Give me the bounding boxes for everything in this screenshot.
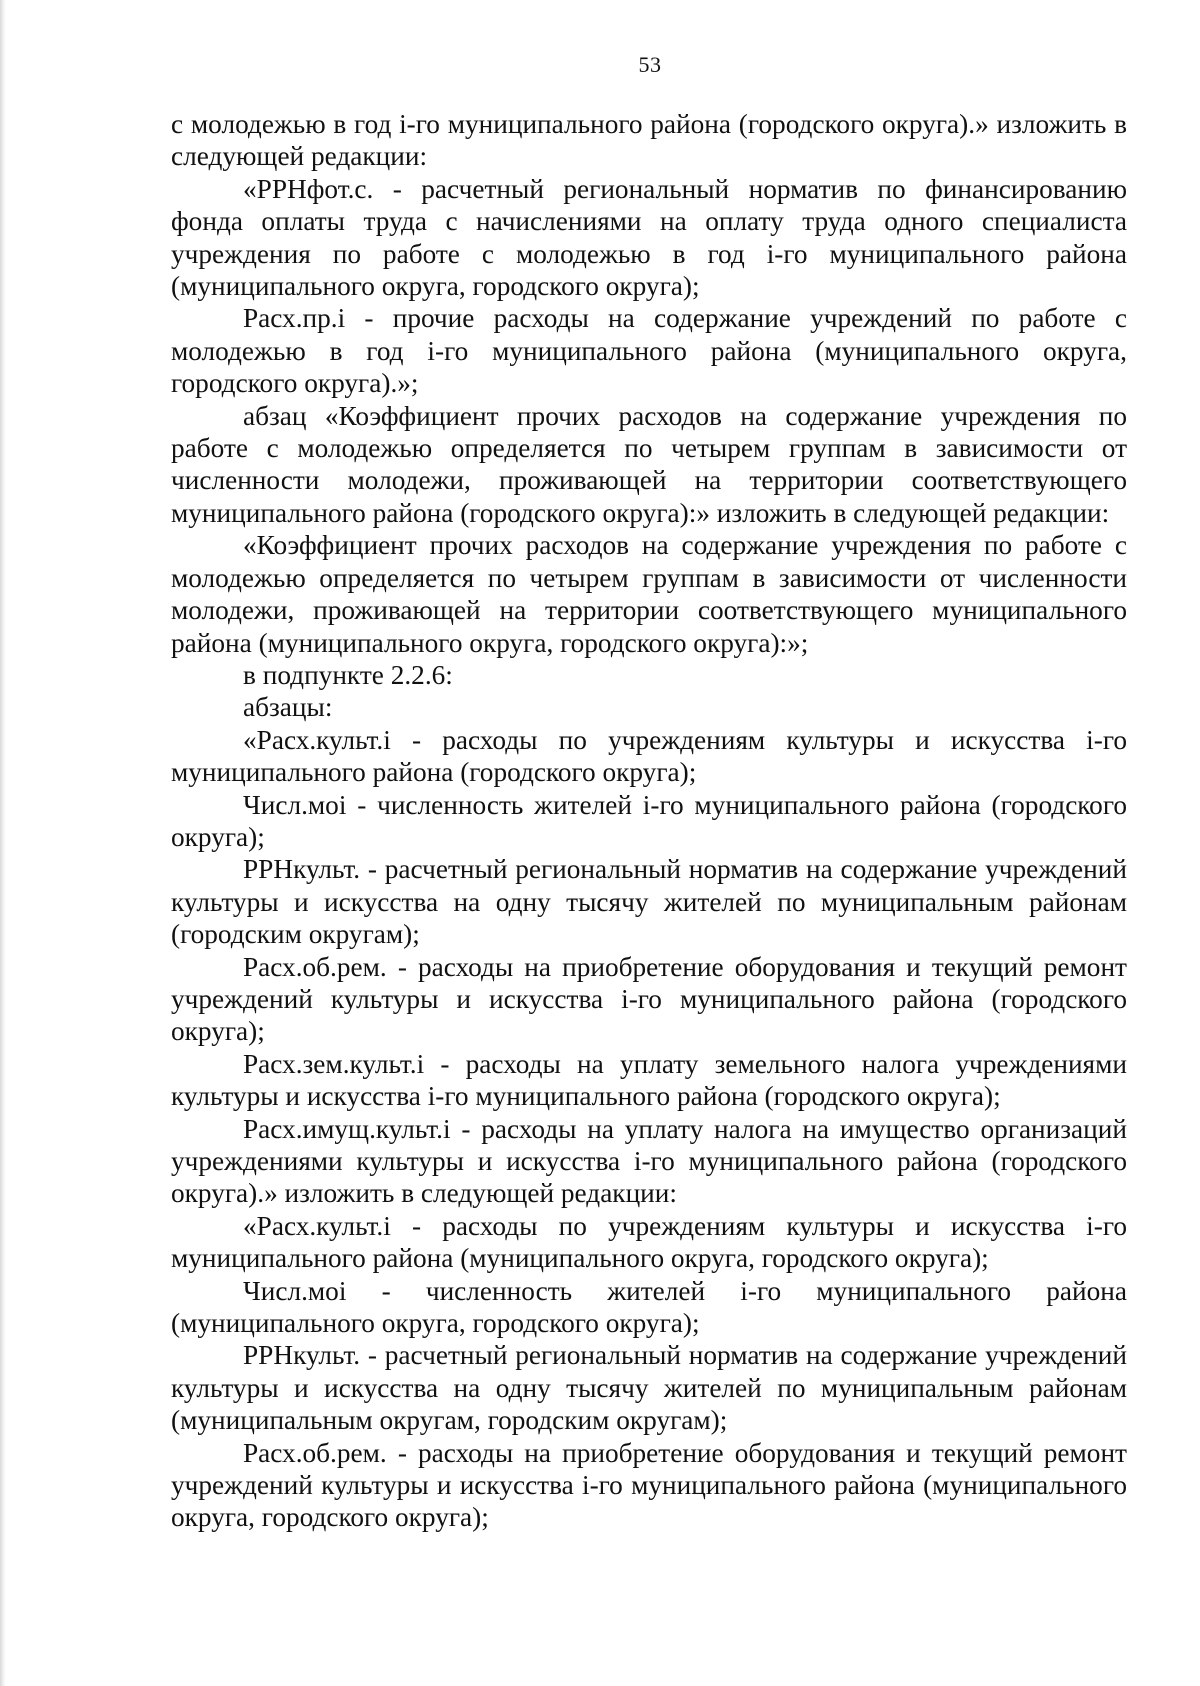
paragraph-12: Расх.зем.культ.i - расходы на уплату земельного налога учреждениями культуры и искусства i-го муниципального района (городского округа); bbox=[171, 1048, 1127, 1112]
paragraph-3: Расх.пр.i - прочие расходы на содержание учреждений по работе с молодежью в год i-го муниципального района (муниципального округа, городского округа).»; bbox=[171, 303, 1127, 399]
paragraph-11: Расх.об.рем. - расходы на приобретение оборудования и текущий ремонт учреждений культуры и искусства i-го муниципального района (городского округа); bbox=[171, 951, 1127, 1047]
scan-edge bbox=[0, 0, 6, 1686]
paragraph-7: абзацы: bbox=[243, 692, 333, 723]
paragraph-6: в подпункте 2.2.6: bbox=[243, 659, 453, 690]
paragraph-13: Расх.имущ.культ.i - расходы на уплату налога на имущество организаций учреждениями культуры и искусства i-го муниципального района (городского округа).» изложить в следующей редакции: bbox=[171, 1113, 1127, 1209]
paragraph-8: «Расх.культ.i - расходы по учреждениям культуры и искусства i-го муниципального района (городского округа); bbox=[171, 724, 1127, 788]
paragraph-1: с молодежью в год i-го муниципального района (городского округа).» изложить в следующей редакции: bbox=[171, 109, 1127, 172]
paragraph-4: абзац «Коэффициент прочих расходов на содержание учреждения по работе с молодежью определяется по четырем группам в зависимости от численности молодежи, проживающей на территории соответствующего муниципального района (городского округа):» изложить в следующей редакции: bbox=[171, 400, 1127, 528]
paragraph-16: РРНкульт. - расчетный региональный норматив на содержание учреждений культуры и искусства на одну тысячу жителей по муниципальным районам (муниципальным округам, городским округам); bbox=[171, 1340, 1127, 1436]
paragraph-14: «Расх.культ.i - расходы по учреждениям культуры и искусства i-го муниципального района (муниципального округа, городского округа); bbox=[171, 1210, 1127, 1274]
paragraph-17: Расх.об.рем. - расходы на приобретение оборудования и текущий ремонт учреждений культуры и искусства i-го муниципального района (муниципального округа, городского округа); bbox=[171, 1437, 1127, 1533]
paragraph-15: Числ.моi - численность жителей i-го муниципального района (муниципального округа, городского округа); bbox=[171, 1275, 1127, 1339]
paragraph-2: «РРНфот.с. - расчетный региональный норматив по финансированию фонда оплаты труда с начислениями на оплату труда одного специалиста учреждения по работе с молодежью в год i-го муниципального района (муниципального округа, городского округа); bbox=[171, 173, 1127, 302]
document-body bbox=[171, 108, 1127, 1534]
page-number: 53 bbox=[638, 52, 662, 77]
paragraph-9: Числ.моi - численность жителей i-го муниципального района (городского округа); bbox=[171, 789, 1127, 852]
paragraph-5: «Коэффициент прочих расходов на содержание учреждения по работе с молодежью определяется по четырем группам в зависимости от численности молодежи, проживающей на территории соответствующего муниципального района (муниципального округа, городского округа):»; bbox=[171, 530, 1127, 658]
paragraph-10: РРНкульт. - расчетный региональный норматив на содержание учреждений культуры и искусства на одну тысячу жителей по муниципальным районам (городским округам); bbox=[171, 854, 1127, 950]
